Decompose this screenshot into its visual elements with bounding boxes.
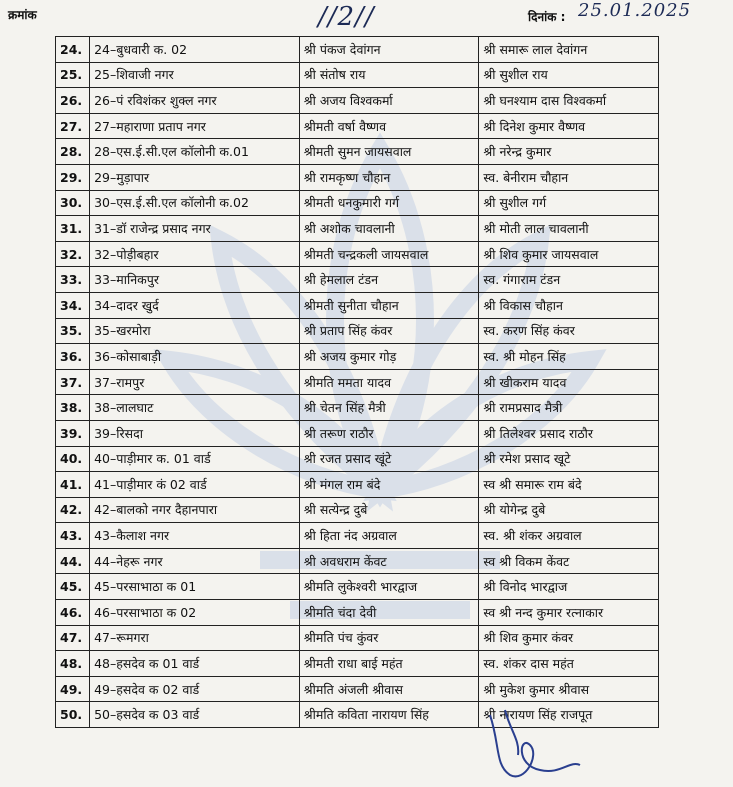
row-president-name: श्रीमती सुनीता चौहान <box>299 292 479 318</box>
row-serial-number: 44. <box>56 548 90 574</box>
serial-label: क्रमांक <box>8 8 37 22</box>
row-secretary-name: स्व. गंगाराम टंडन <box>479 267 659 293</box>
row-secretary-name: स्व. करण सिंह कंवर <box>479 318 659 344</box>
row-ward-name: 25–शिवाजी नगर <box>90 62 300 88</box>
table-row <box>56 62 659 88</box>
row-ward-name: 36–कोसाबाड़ी <box>90 344 300 370</box>
row-secretary-name: श्री रामप्रसाद मैत्री <box>479 395 659 421</box>
row-secretary-name: स्व श्री नन्द कुमार रत्नाकार <box>479 600 659 626</box>
table-row <box>56 420 659 446</box>
row-ward-name: 26–पं रविशंकर शुक्ल नगर <box>90 88 300 114</box>
row-president-name: श्रीमति चंदा देवी <box>299 600 479 626</box>
ward-list-table <box>55 36 659 728</box>
row-serial-number: 33. <box>56 267 90 293</box>
row-serial-number: 25. <box>56 62 90 88</box>
row-secretary-name: श्री समारू लाल देवांगन <box>479 37 659 63</box>
row-secretary-name: श्री विकास चौहान <box>479 292 659 318</box>
row-secretary-name: स्व. शंकर दास महंत <box>479 651 659 677</box>
row-secretary-name: श्री मोती लाल चावलानी <box>479 216 659 242</box>
table-row <box>56 318 659 344</box>
table-row <box>56 625 659 651</box>
table-row <box>56 37 659 63</box>
row-secretary-name: श्री शिव कुमार जायसवाल <box>479 241 659 267</box>
table-row <box>56 88 659 114</box>
row-ward-name: 46–परसाभाठा क 02 <box>90 600 300 626</box>
table-row <box>56 241 659 267</box>
row-president-name: श्री हेमलाल टंडन <box>299 267 479 293</box>
row-president-name: श्री रजत प्रसाद खूंटे <box>299 446 479 472</box>
row-president-name: श्री मंगल राम बंदे <box>299 472 479 498</box>
row-ward-name: 29–मुड़ापार <box>90 164 300 190</box>
row-secretary-name: स्व श्री विकम केंवट <box>479 548 659 574</box>
row-secretary-name: श्री योगेन्द्र दुबे <box>479 497 659 523</box>
row-serial-number: 42. <box>56 497 90 523</box>
table-row <box>56 523 659 549</box>
row-ward-name: 48–हसदेव क 01 वार्ड <box>90 651 300 677</box>
row-ward-name: 30–एस.ई.सी.एल कॉलोनी क.02 <box>90 190 300 216</box>
row-secretary-name: स्व. श्री मोहन सिंह <box>479 344 659 370</box>
row-president-name: श्रीमती राधा बाई महंत <box>299 651 479 677</box>
table-row <box>56 344 659 370</box>
row-ward-name: 50–हसदेव क 03 वार्ड <box>90 702 300 728</box>
table-row <box>56 446 659 472</box>
row-president-name: श्री पंकज देवांगन <box>299 37 479 63</box>
row-ward-name: 38–लालघाट <box>90 395 300 421</box>
row-serial-number: 30. <box>56 190 90 216</box>
row-serial-number: 36. <box>56 344 90 370</box>
row-ward-name: 37–रामपुर <box>90 369 300 395</box>
row-president-name: श्री अजय विश्वकर्मा <box>299 88 479 114</box>
row-president-name: श्री तरूण राठौर <box>299 420 479 446</box>
row-serial-number: 47. <box>56 625 90 651</box>
row-ward-name: 45–परसाभाठा क 01 <box>90 574 300 600</box>
table-row <box>56 548 659 574</box>
table-row <box>56 676 659 702</box>
row-serial-number: 40. <box>56 446 90 472</box>
row-serial-number: 43. <box>56 523 90 549</box>
row-ward-name: 40–पाड़ीमार क. 01 वार्ड <box>90 446 300 472</box>
row-serial-number: 49. <box>56 676 90 702</box>
row-ward-name: 41–पाड़ीमार कं 02 वार्ड <box>90 472 300 498</box>
row-serial-number: 38. <box>56 395 90 421</box>
row-secretary-name: श्री विनोद भारद्वाज <box>479 574 659 600</box>
row-serial-number: 32. <box>56 241 90 267</box>
row-secretary-name: श्री घनश्याम दास विश्वकर्मा <box>479 88 659 114</box>
table-row <box>56 651 659 677</box>
row-secretary-name: श्री सुशील राय <box>479 62 659 88</box>
table-row <box>56 139 659 165</box>
row-serial-number: 41. <box>56 472 90 498</box>
row-secretary-name: स्व श्री समारू राम बंदे <box>479 472 659 498</box>
row-president-name: श्री अजय कुमार गोड़ <box>299 344 479 370</box>
row-president-name: श्रीमति लुकेश्वरी भारद्वाज <box>299 574 479 600</box>
row-serial-number: 27. <box>56 113 90 139</box>
table-row <box>56 600 659 626</box>
table-row <box>56 395 659 421</box>
row-president-name: श्री प्रताप सिंह कंवर <box>299 318 479 344</box>
row-ward-name: 39–रिसदा <box>90 420 300 446</box>
row-secretary-name: श्री सुशील गर्ग <box>479 190 659 216</box>
row-secretary-name: श्री नारायण सिंह राजपूत <box>479 702 659 728</box>
row-president-name: श्रीमति अंजली श्रीवास <box>299 676 479 702</box>
row-serial-number: 24. <box>56 37 90 63</box>
row-ward-name: 43–कैलाश नगर <box>90 523 300 549</box>
row-ward-name: 47–रूमगरा <box>90 625 300 651</box>
row-serial-number: 39. <box>56 420 90 446</box>
row-president-name: श्रीमति कविता नारायण सिंह <box>299 702 479 728</box>
table-row <box>56 497 659 523</box>
row-secretary-name: श्री तिलेश्वर प्रसाद राठौर <box>479 420 659 446</box>
row-president-name: श्री सत्येन्द्र दुबे <box>299 497 479 523</box>
row-serial-number: 35. <box>56 318 90 344</box>
row-serial-number: 26. <box>56 88 90 114</box>
table-row <box>56 292 659 318</box>
row-ward-name: 28–एस.ई.सी.एल कॉलोनी क.01 <box>90 139 300 165</box>
row-serial-number: 46. <box>56 600 90 626</box>
row-ward-name: 33–मानिकपुर <box>90 267 300 293</box>
row-serial-number: 45. <box>56 574 90 600</box>
row-serial-number: 29. <box>56 164 90 190</box>
row-serial-number: 31. <box>56 216 90 242</box>
row-president-name: श्री संतोष राय <box>299 62 479 88</box>
row-secretary-name: स्व. श्री शंकर अग्रवाल <box>479 523 659 549</box>
row-ward-name: 32–पोड़ीबहार <box>90 241 300 267</box>
row-serial-number: 48. <box>56 651 90 677</box>
row-serial-number: 37. <box>56 369 90 395</box>
row-president-name: श्रीमति पंच कुंवर <box>299 625 479 651</box>
row-secretary-name: श्री मुकेश कुमार श्रीवास <box>479 676 659 702</box>
table-row <box>56 702 659 728</box>
row-secretary-name: श्री नरेन्द्र कुमार <box>479 139 659 165</box>
row-secretary-name: श्री रमेश प्रसाद खूटे <box>479 446 659 472</box>
row-president-name: श्रीमती वर्षा वैष्णव <box>299 113 479 139</box>
table-row <box>56 267 659 293</box>
row-serial-number: 50. <box>56 702 90 728</box>
row-ward-name: 31–डॉ राजेन्द्र प्रसाद नगर <box>90 216 300 242</box>
table-row <box>56 574 659 600</box>
table-row <box>56 369 659 395</box>
row-serial-number: 34. <box>56 292 90 318</box>
row-ward-name: 34–दादर खुर्द <box>90 292 300 318</box>
date-value: 25.01.2025 <box>578 0 692 21</box>
table-row <box>56 216 659 242</box>
table-row <box>56 190 659 216</box>
row-secretary-name: स्व. बेनीराम चौहान <box>479 164 659 190</box>
row-president-name: श्रीमती सुमन जायसवाल <box>299 139 479 165</box>
row-president-name: श्रीमती धनकुमारी गर्ग <box>299 190 479 216</box>
row-secretary-name: श्री खीकराम यादव <box>479 369 659 395</box>
row-president-name: श्री हिता नंद अग्रवाल <box>299 523 479 549</box>
page-number: //2// <box>318 2 375 32</box>
table-row <box>56 472 659 498</box>
row-president-name: श्रीमती चन्द्रकली जायसवाल <box>299 241 479 267</box>
row-ward-name: 44–नेहरू नगर <box>90 548 300 574</box>
row-ward-name: 24–बुधवारी क. 02 <box>90 37 300 63</box>
row-ward-name: 42–बालको नगर दैहानपारा <box>90 497 300 523</box>
row-ward-name: 27–महाराणा प्रताप नगर <box>90 113 300 139</box>
row-ward-name: 35–खरमोरा <box>90 318 300 344</box>
row-president-name: श्री अवधराम केंवट <box>299 548 479 574</box>
table-row <box>56 113 659 139</box>
row-serial-number: 28. <box>56 139 90 165</box>
row-ward-name: 49–हसदेव क 02 वार्ड <box>90 676 300 702</box>
date-label: दिनांक : <box>528 10 566 24</box>
row-secretary-name: श्री दिनेश कुमार वैष्णव <box>479 113 659 139</box>
table-row <box>56 164 659 190</box>
row-president-name: श्री चेतन सिंह मैत्री <box>299 395 479 421</box>
row-secretary-name: श्री शिव कुमार कंवर <box>479 625 659 651</box>
row-president-name: श्रीमति ममता यादव <box>299 369 479 395</box>
row-president-name: श्री रामकृष्ण चौहान <box>299 164 479 190</box>
row-president-name: श्री अशोक चावलानी <box>299 216 479 242</box>
